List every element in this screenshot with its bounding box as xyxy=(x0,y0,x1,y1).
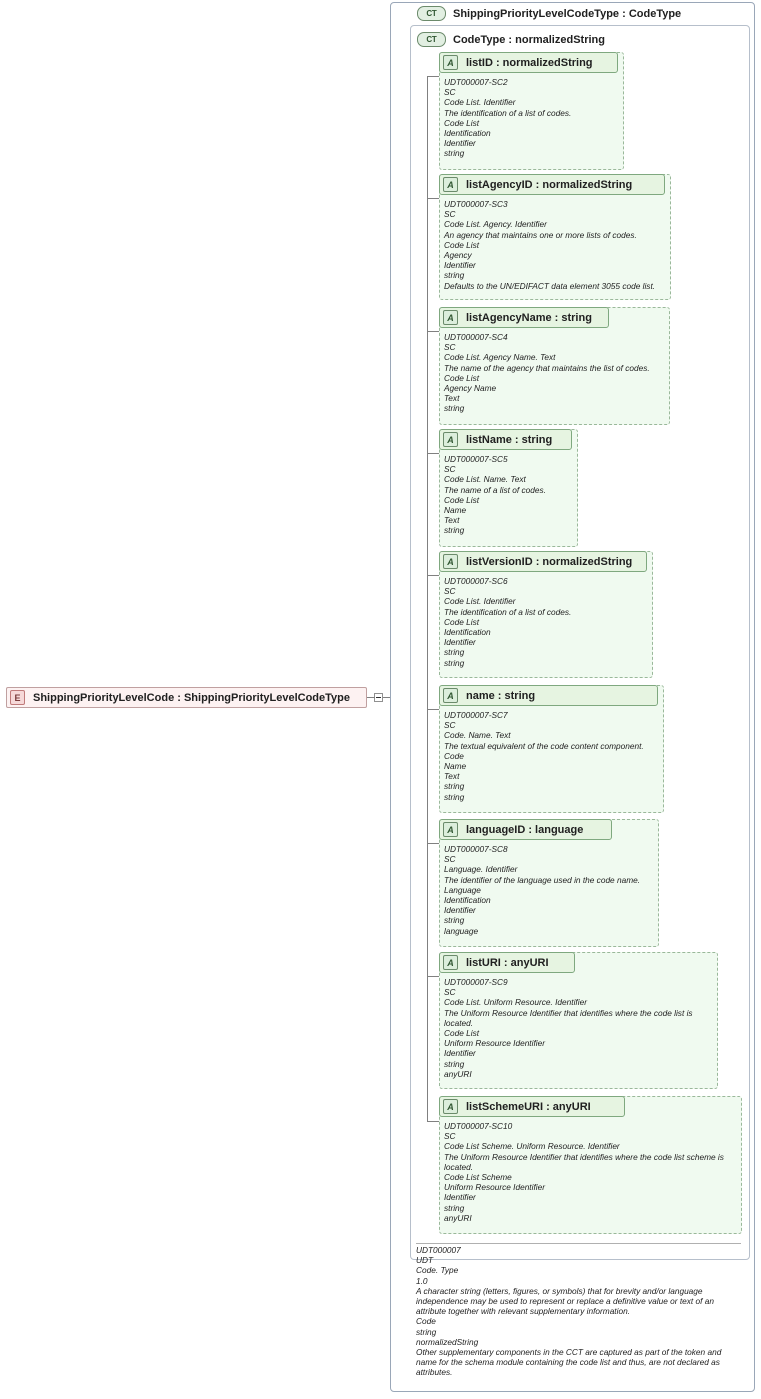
attribute-name: listAgencyName : string xyxy=(466,311,592,324)
attribute-line: Code List. Agency Name. Text xyxy=(444,352,556,363)
element-shipping-priority-level-code[interactable] xyxy=(6,687,367,708)
attribute-line: Uniform Resource Identifier xyxy=(444,1182,545,1193)
attribute-line: Defaults to the UN/EDIFACT data element 3055 code list. xyxy=(444,280,656,291)
attribute-header[interactable] xyxy=(439,819,612,840)
attribute-line: UDT000007-SC8 xyxy=(444,844,508,854)
documentation-block xyxy=(416,1245,741,1378)
attribute-line: Identification xyxy=(444,128,491,139)
attribute-line: Code List. Uniform Resource. Identifier xyxy=(444,997,587,1008)
attribute-body xyxy=(444,844,655,936)
attribute-line: string xyxy=(444,1058,465,1069)
attribute-line: SC xyxy=(444,586,456,597)
attribute-line: Identifier xyxy=(444,138,476,149)
attribute-line: Code. Name. Text xyxy=(444,730,511,741)
complextype-badge-icon: CT xyxy=(417,32,446,47)
attribute-listid[interactable] xyxy=(439,52,624,170)
attribute-line: string xyxy=(444,148,465,159)
complextype-header-outer[interactable] xyxy=(417,4,681,23)
attribute-badge-icon: A xyxy=(443,55,458,70)
attribute-line: Name xyxy=(444,505,467,516)
attribute-line: string xyxy=(444,525,465,536)
attribute-line: The Uniform Resource Identifier that identifies where the code list is located. xyxy=(444,1007,693,1028)
connector-line xyxy=(427,976,439,977)
connector-line xyxy=(427,843,439,844)
attribute-badge-icon: A xyxy=(443,688,458,703)
attribute-body xyxy=(444,454,574,536)
attribute-listuri[interactable] xyxy=(439,952,718,1089)
attribute-line: Uniform Resource Identifier xyxy=(444,1038,545,1049)
attribute-name: name : string xyxy=(466,689,536,702)
attribute-header[interactable] xyxy=(439,174,665,195)
element-label: ShippingPriorityLevelCode : ShippingPriorityLevelCodeType xyxy=(33,691,351,704)
attribute-line: anyURI xyxy=(444,1212,472,1223)
element-badge-icon: E xyxy=(10,690,25,705)
attribute-badge-icon: A xyxy=(443,432,458,447)
attribute-header[interactable] xyxy=(439,429,572,450)
documentation-line: UDT xyxy=(416,1255,434,1266)
attribute-name: languageID : language xyxy=(466,823,584,836)
attribute-line: The Uniform Resource Identifier that identifies where the code list scheme is located. xyxy=(444,1151,724,1172)
attribute-line: anyURI xyxy=(444,1068,472,1079)
connector-line xyxy=(367,697,375,698)
attribute-line: Code List. Name. Text xyxy=(444,474,526,485)
attribute-line: UDT000007-SC3 xyxy=(444,199,508,209)
attribute-line: Code List xyxy=(444,616,480,627)
attribute-line: The name of the agency that maintains the list of codes. xyxy=(444,362,650,373)
attribute-line: Text xyxy=(444,771,460,782)
attribute-line: UDT000007-SC6 xyxy=(444,576,508,586)
attribute-line: Code List xyxy=(444,117,480,128)
attribute-line: Code List xyxy=(444,239,480,250)
attribute-line: language xyxy=(444,925,479,936)
attribute-name: listAgencyID : normalizedString xyxy=(466,178,633,191)
attribute-header[interactable] xyxy=(439,952,575,973)
attribute-badge-icon: A xyxy=(443,822,458,837)
attribute-line: Code List. Identifier xyxy=(444,596,516,607)
attribute-badge-icon: A xyxy=(443,1099,458,1114)
attribute-line: SC xyxy=(444,854,456,865)
attribute-line: Language. Identifier xyxy=(444,864,518,875)
attribute-line: Identification xyxy=(444,627,491,638)
attribute-line: Code xyxy=(444,750,464,761)
complextype-header-inner[interactable] xyxy=(417,30,605,49)
connector-line xyxy=(427,331,439,332)
documentation-line: Code xyxy=(416,1316,436,1327)
attribute-listagencyname[interactable] xyxy=(439,307,670,425)
attribute-line: SC xyxy=(444,342,456,353)
attribute-line: Code List Scheme xyxy=(444,1172,512,1183)
connector-line xyxy=(427,198,439,199)
attribute-line: UDT000007-SC7 xyxy=(444,710,508,720)
attribute-line: Identifier xyxy=(444,1192,476,1203)
attribute-line: SC xyxy=(444,464,456,475)
attribute-line: Code List xyxy=(444,372,480,383)
attribute-line: Identifier xyxy=(444,637,476,648)
attribute-line: string xyxy=(444,1202,465,1213)
connector-line xyxy=(427,1121,439,1122)
attribute-line: string xyxy=(444,781,465,792)
attribute-name: listName : string xyxy=(466,433,553,446)
attribute-header[interactable] xyxy=(439,52,618,73)
attribute-line: Code List. Identifier xyxy=(444,97,516,108)
attribute-line: SC xyxy=(444,720,456,731)
attribute-body xyxy=(444,576,649,668)
documentation-line: normalizedString xyxy=(416,1336,479,1347)
attribute-line: string xyxy=(444,791,465,802)
attribute-badge-icon: A xyxy=(443,177,458,192)
attribute-listversionid[interactable] xyxy=(439,551,653,678)
attribute-listschemeuri[interactable] xyxy=(439,1096,742,1234)
attribute-line: Identifier xyxy=(444,1048,476,1059)
connector-line xyxy=(427,709,439,710)
attribute-line: SC xyxy=(444,987,456,998)
attribute-listagencyid[interactable] xyxy=(439,174,671,300)
attribute-line: UDT000007-SC4 xyxy=(444,332,508,342)
attribute-body xyxy=(444,199,667,291)
attribute-line: Text xyxy=(444,393,460,404)
attribute-name: listVersionID : normalizedString xyxy=(466,555,633,568)
attribute-badge-icon: A xyxy=(443,955,458,970)
documentation-line: Other supplementary components in the CCT are captured as part of the token and name for the schema module containing the code list and thus, are not declared as attributes. xyxy=(416,1347,722,1378)
attribute-listname[interactable] xyxy=(439,429,578,547)
documentation-separator xyxy=(416,1243,741,1244)
attribute-header[interactable] xyxy=(439,685,658,706)
attribute-languageid[interactable] xyxy=(439,819,659,947)
attribute-badge-icon: A xyxy=(443,554,458,569)
attribute-header[interactable] xyxy=(439,1096,625,1117)
attribute-line: UDT000007-SC9 xyxy=(444,977,508,987)
attribute-badge-icon: A xyxy=(443,310,458,325)
attribute-line: SC xyxy=(444,87,456,98)
attribute-line: Agency xyxy=(444,250,472,261)
attribute-line: string xyxy=(444,657,465,668)
attribute-body xyxy=(444,977,714,1079)
attribute-name: listURI : anyURI xyxy=(466,956,549,969)
attribute-line: Text xyxy=(444,515,460,526)
documentation-line: string xyxy=(416,1326,437,1337)
connector-line xyxy=(427,453,439,454)
attribute-body xyxy=(444,77,620,159)
documentation-line: A character string (letters, figures, or symbols) that for brevity and/or language independence may be used to represent or replace a definitive value or text of an attribute together with relevant supplementary information. xyxy=(416,1285,714,1317)
attribute-line: Code List xyxy=(444,494,480,505)
attribute-line: Name xyxy=(444,761,467,772)
attribute-line: string xyxy=(444,270,465,281)
attribute-line: string xyxy=(444,915,465,926)
attribute-body xyxy=(444,332,666,414)
attribute-line: Code List xyxy=(444,1028,480,1039)
attribute-body xyxy=(444,1121,738,1223)
attribute-line: The identification of a list of codes. xyxy=(444,606,572,617)
attribute-line: Code List. Agency. Identifier xyxy=(444,219,547,230)
attribute-line: The identifier of the language used in the code name. xyxy=(444,874,641,885)
documentation-line: Code. Type xyxy=(416,1265,459,1276)
connector-line xyxy=(427,575,439,576)
attribute-name: listSchemeURI : anyURI xyxy=(466,1100,591,1113)
attribute-line: Identification xyxy=(444,895,491,906)
attribute-line: An agency that maintains one or more lists of codes. xyxy=(444,229,637,240)
attribute-line: UDT000007-SC2 xyxy=(444,77,508,87)
attribute-line: string xyxy=(444,647,465,658)
documentation-line: 1.0 xyxy=(416,1275,428,1286)
attribute-line: The name of a list of codes. xyxy=(444,484,546,495)
complextype-title-inner: CodeType : normalizedString xyxy=(453,33,605,46)
connector-spine xyxy=(427,76,428,1121)
attribute-header[interactable] xyxy=(439,551,647,572)
attribute-name-attr[interactable] xyxy=(439,685,664,813)
attribute-line: Language xyxy=(444,884,481,895)
complextype-badge-icon: CT xyxy=(417,6,446,21)
attribute-line: The identification of a list of codes. xyxy=(444,107,572,118)
attribute-line: string xyxy=(444,403,465,414)
attribute-line: Code List Scheme. Uniform Resource. Identifier xyxy=(444,1141,620,1152)
attribute-line: The textual equivalent of the code content component. xyxy=(444,740,644,751)
element-expand-toggle-icon[interactable] xyxy=(374,693,383,702)
attribute-line: Agency Name xyxy=(444,383,497,394)
documentation-line: UDT000007 xyxy=(416,1245,461,1255)
attribute-line: UDT000007-SC5 xyxy=(444,454,508,464)
attribute-line: SC xyxy=(444,209,456,220)
attribute-name: listID : normalizedString xyxy=(466,56,593,69)
complextype-title-outer: ShippingPriorityLevelCodeType : CodeType xyxy=(453,7,682,20)
attribute-line: Identifier xyxy=(444,260,476,271)
attribute-header[interactable] xyxy=(439,307,609,328)
attribute-line: UDT000007-SC10 xyxy=(444,1121,513,1131)
attribute-body xyxy=(444,710,660,802)
attribute-line: SC xyxy=(444,1131,456,1142)
attribute-line: Identifier xyxy=(444,905,476,916)
connector-line xyxy=(427,76,439,77)
